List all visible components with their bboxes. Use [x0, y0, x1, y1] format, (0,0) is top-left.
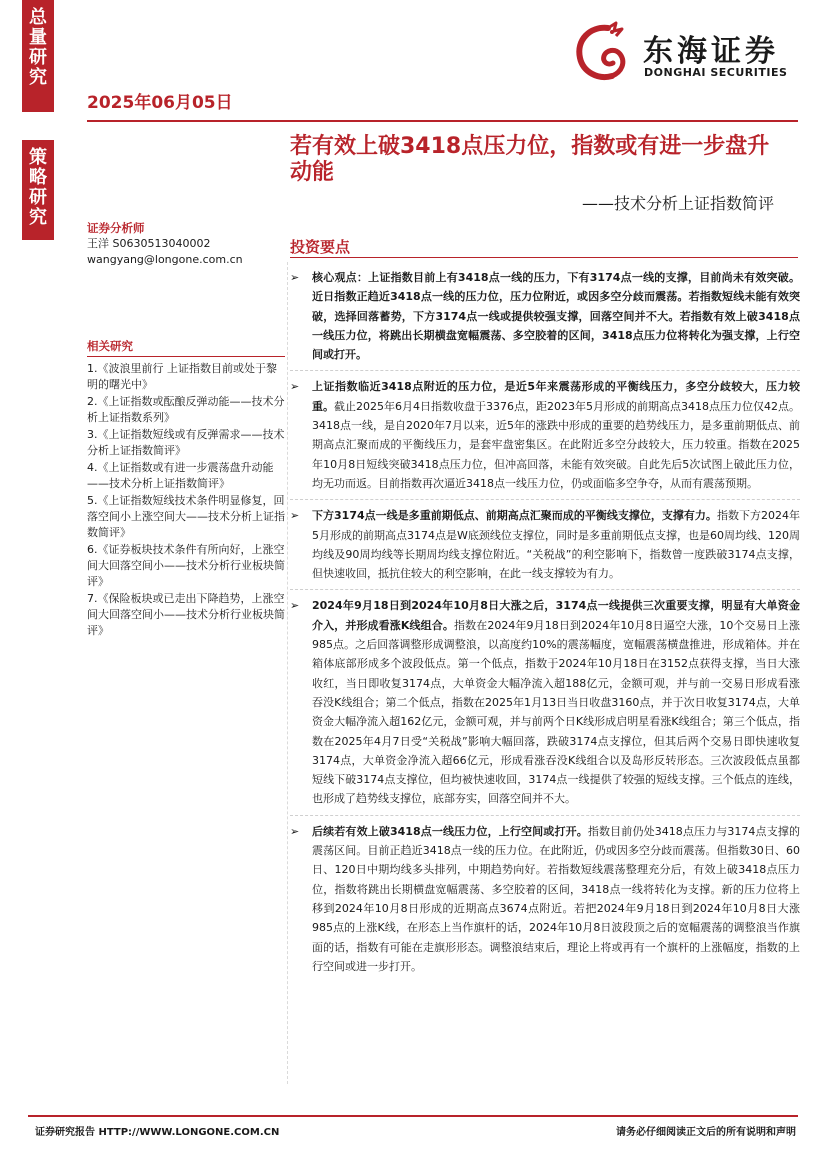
investment-highlights-heading: 投资要点 — [290, 238, 351, 256]
arrow-bullet-icon: ➢ — [290, 824, 300, 838]
side-tab-strategy — [22, 140, 54, 240]
related-item[interactable]: 4.《上证指数或有进一步震荡盘升动能——技术分析上证指数简评》 — [87, 461, 274, 490]
arrow-bullet-icon: ➢ — [290, 599, 300, 613]
content-border — [287, 262, 288, 1084]
report-title: 若有效上破3418点压力位，指数或有进一步盘升动能 — [290, 134, 770, 185]
point-separator — [290, 370, 800, 371]
related-research-list — [87, 361, 285, 639]
logo-english-name: DONGHAI SECURITIES — [644, 66, 788, 79]
related-item[interactable]: 2.《上证指数或酝酿反弹动能——技术分析上证指数系列》 — [87, 395, 285, 424]
logo-chinese-name: 东海证券 — [643, 34, 779, 69]
side-tab-char: 量 — [29, 27, 47, 48]
related-item[interactable]: 7.《保险板块或已走出下降趋势，上涨空间大回落空间小——技术分析行业板块简评》 — [87, 592, 285, 637]
analyst-name: 王洋 S0630513040002 — [87, 237, 211, 250]
point-body-text: 指数下方2024年5月形成的前期高点3174点是W底颈线位支撑位，同时是多重前期低点支撑，也是60周均线、120周均线及90周均线等长期周均线支撑位附近。“关税战”的利空影响下，指数曾一度跌破3174点支撑，但快速收回，抵抗住较大的利空影响，在此一线支撑较为有力。 — [312, 509, 800, 581]
investment-points — [290, 268, 800, 976]
side-tab-char: 究 — [29, 207, 47, 228]
point-core-view — [290, 268, 800, 364]
point-body-text: 指数在2024年9月18日到2024年10月8日逼空大涨，10个交易日上涨985点。之后回落调整形成调整浪，以高度约10%的震荡幅度，宽幅震荡横盘推进，形成箱体。并在箱体底部形成多个波段低点。第一个低点，指数于2024年10月18日在3152点获得支撑，当日大涨收红，当日即收复3174点，大单资金大幅净流入超188亿元，金额可观，并与前一交易日形成看涨吞没K线组合；第二个低点，指数在2025年1月13日当日收盘3160点，并于次日收复3174点，大单资金大幅净流入超162亿元，金额可观，并与前两个日K线形成启明星看涨K线组合；第三个低点，指数在2025年4月7日受“关税战”影响大幅回落，跌破3174点支撑位，但其后两个交易日即快速收复3174点，大单资金净流入超66亿元，形成看涨吞没K线组合以及岛形反转形态。三次波段低点虽都短线下破3174点支撑位，但均被快速收回，3174点一线提供了较强的短线支撑。三个低点的连线，也形成了趋势线支撑位，底部夯实，回落空间并不大。 — [312, 618, 800, 806]
footer-disclaimer: 请务必仔细阅读正文后的所有说明和声明 — [616, 1127, 796, 1138]
point-separator — [290, 589, 800, 590]
related-divider — [87, 356, 285, 357]
report-subtitle: ——技术分析上证指数简评 — [581, 194, 774, 213]
dragon-logo-icon — [568, 20, 634, 86]
related-item[interactable]: 5.《上证指数短线技术条件明显修复，回落空间小上涨空间大——技术分析上证指数简评》 — [87, 494, 285, 539]
point-bold-text: 核心观点：上证指数目前上有3418点一线的压力，下有3174点一线的支撑，目前尚未有效突破。近日指数正趋近3418点一线的压力位，压力位附近，或因多空分歧而震荡。若指数短线未能有效突破，选择回落蓄势，下方3174点一线或提供较强支撑，回落空间并不大。若指数有效上破3418点一线压力位，将跳出长期横盘宽幅震荡、多空胶着的区间，3418点压力位将转化为强支撑，上行空间或打开。 — [312, 271, 800, 362]
point-bold-text: 后续若有效上破3418点一线压力位，上行空间或打开。 — [312, 824, 588, 838]
header-divider — [87, 120, 798, 122]
arrow-bullet-icon: ➢ — [290, 509, 300, 523]
point-bold-text: 上证指数临近3418点附近的压力位，是近5年来震荡形成的平衡线压力，多空分歧较大，压力较重。 — [312, 380, 800, 413]
side-tab-macro — [22, 0, 54, 112]
point-separator — [290, 815, 800, 816]
report-date: 2025年06月05日 — [87, 93, 233, 113]
point-bold-text: 2024年9月18日到2024年10月8日大涨之后，3174点一线提供三次重要支撑，明显有大单资金介入，并形成看涨K线组合。 — [312, 599, 800, 632]
related-research-heading: 相关研究 — [87, 339, 133, 353]
analyst-email[interactable]: wangyang@longone.com.cn — [87, 253, 243, 266]
point-outlook — [290, 822, 800, 976]
left-sidebar — [87, 220, 285, 640]
arrow-bullet-icon: ➢ — [290, 271, 300, 284]
side-tab-char: 研 — [29, 47, 47, 68]
side-tab-char: 总 — [29, 7, 47, 28]
analyst-heading: 证券分析师 — [87, 221, 145, 235]
side-tab-char: 研 — [29, 187, 47, 208]
company-logo — [568, 18, 798, 90]
related-item[interactable]: 1.《波浪里前行 上证指数目前或处于黎明的曙光中》 — [87, 362, 277, 391]
point-body-text: 指数目前仍处3418点压力与3174点支撑的震荡区间。目前正趋近3418点一线的压力位。在此附近，仍或因多空分歧而震荡。但指数30日、60日、120日中期均线多头排列，中期趋势向好。若指数短线震荡整理充分后，有效上破3418点压力位，指数将跳出长期横盘宽幅震荡、多空胶着的区间，3418点一线将转化为支撑。新的压力位将上移到2024年10月8日形成的近期高点3674点附近。若把2024年9月18日到2024年10月8日大涨985点的上涨K线，在形态上当作旗杆的话，2024年10月8日波段顶之后的宽幅震荡的调整浪当作旗面的话，指数有可能在走旗形形态。调整浪结束后，理论上将或再有一个旗杆的上涨幅度，指数的上行空间或进一步打开。 — [312, 824, 800, 973]
related-item[interactable]: 6.《证券板块技术条件有所向好，上涨空间大回落空间小——技术分析行业板块简评》 — [87, 543, 285, 588]
point-resistance — [290, 377, 800, 493]
footer-website[interactable]: 证券研究报告 HTTP://WWW.LONGONE.COM.CN — [35, 1127, 280, 1138]
point-support — [290, 506, 800, 583]
related-item[interactable]: 3.《上证指数短线或有反弹需求——技术分析上证指数简评》 — [87, 428, 285, 457]
point-body-text: 截止2025年6月4日指数收盘于3376点，距2023年5月形成的前期高点3418点压力位仅42点。3418点一线，是自2020年7月以来，近5年的涨跌中形成的重要的趋势线压力，是多重前期低点、前期高点汇聚而成的平衡线压力，是套牢盘密集区。在此附近多空分歧较大，压力较重。指数在2025年10月8日短线突破3418点压力位，但冲高回落，未能有效突破。自此先后5次试图上破此压力位，均无功而返。目前指数再次逼近3418点一线压力位，仍或面临多空争夺，从而有震荡预期。 — [312, 399, 801, 490]
side-tab-char: 略 — [29, 167, 47, 188]
point-three-supports — [290, 596, 800, 808]
arrow-bullet-icon: ➢ — [290, 380, 300, 394]
point-bold-text: 下方3174点一线是多重前期低点、前期高点汇聚而成的平衡线支撑位，支撑有力。 — [312, 509, 717, 523]
side-tab-char: 究 — [29, 67, 47, 88]
footer-divider — [28, 1115, 798, 1117]
side-tab-char: 策 — [29, 147, 47, 168]
investment-divider — [290, 257, 798, 258]
point-separator — [290, 499, 800, 500]
